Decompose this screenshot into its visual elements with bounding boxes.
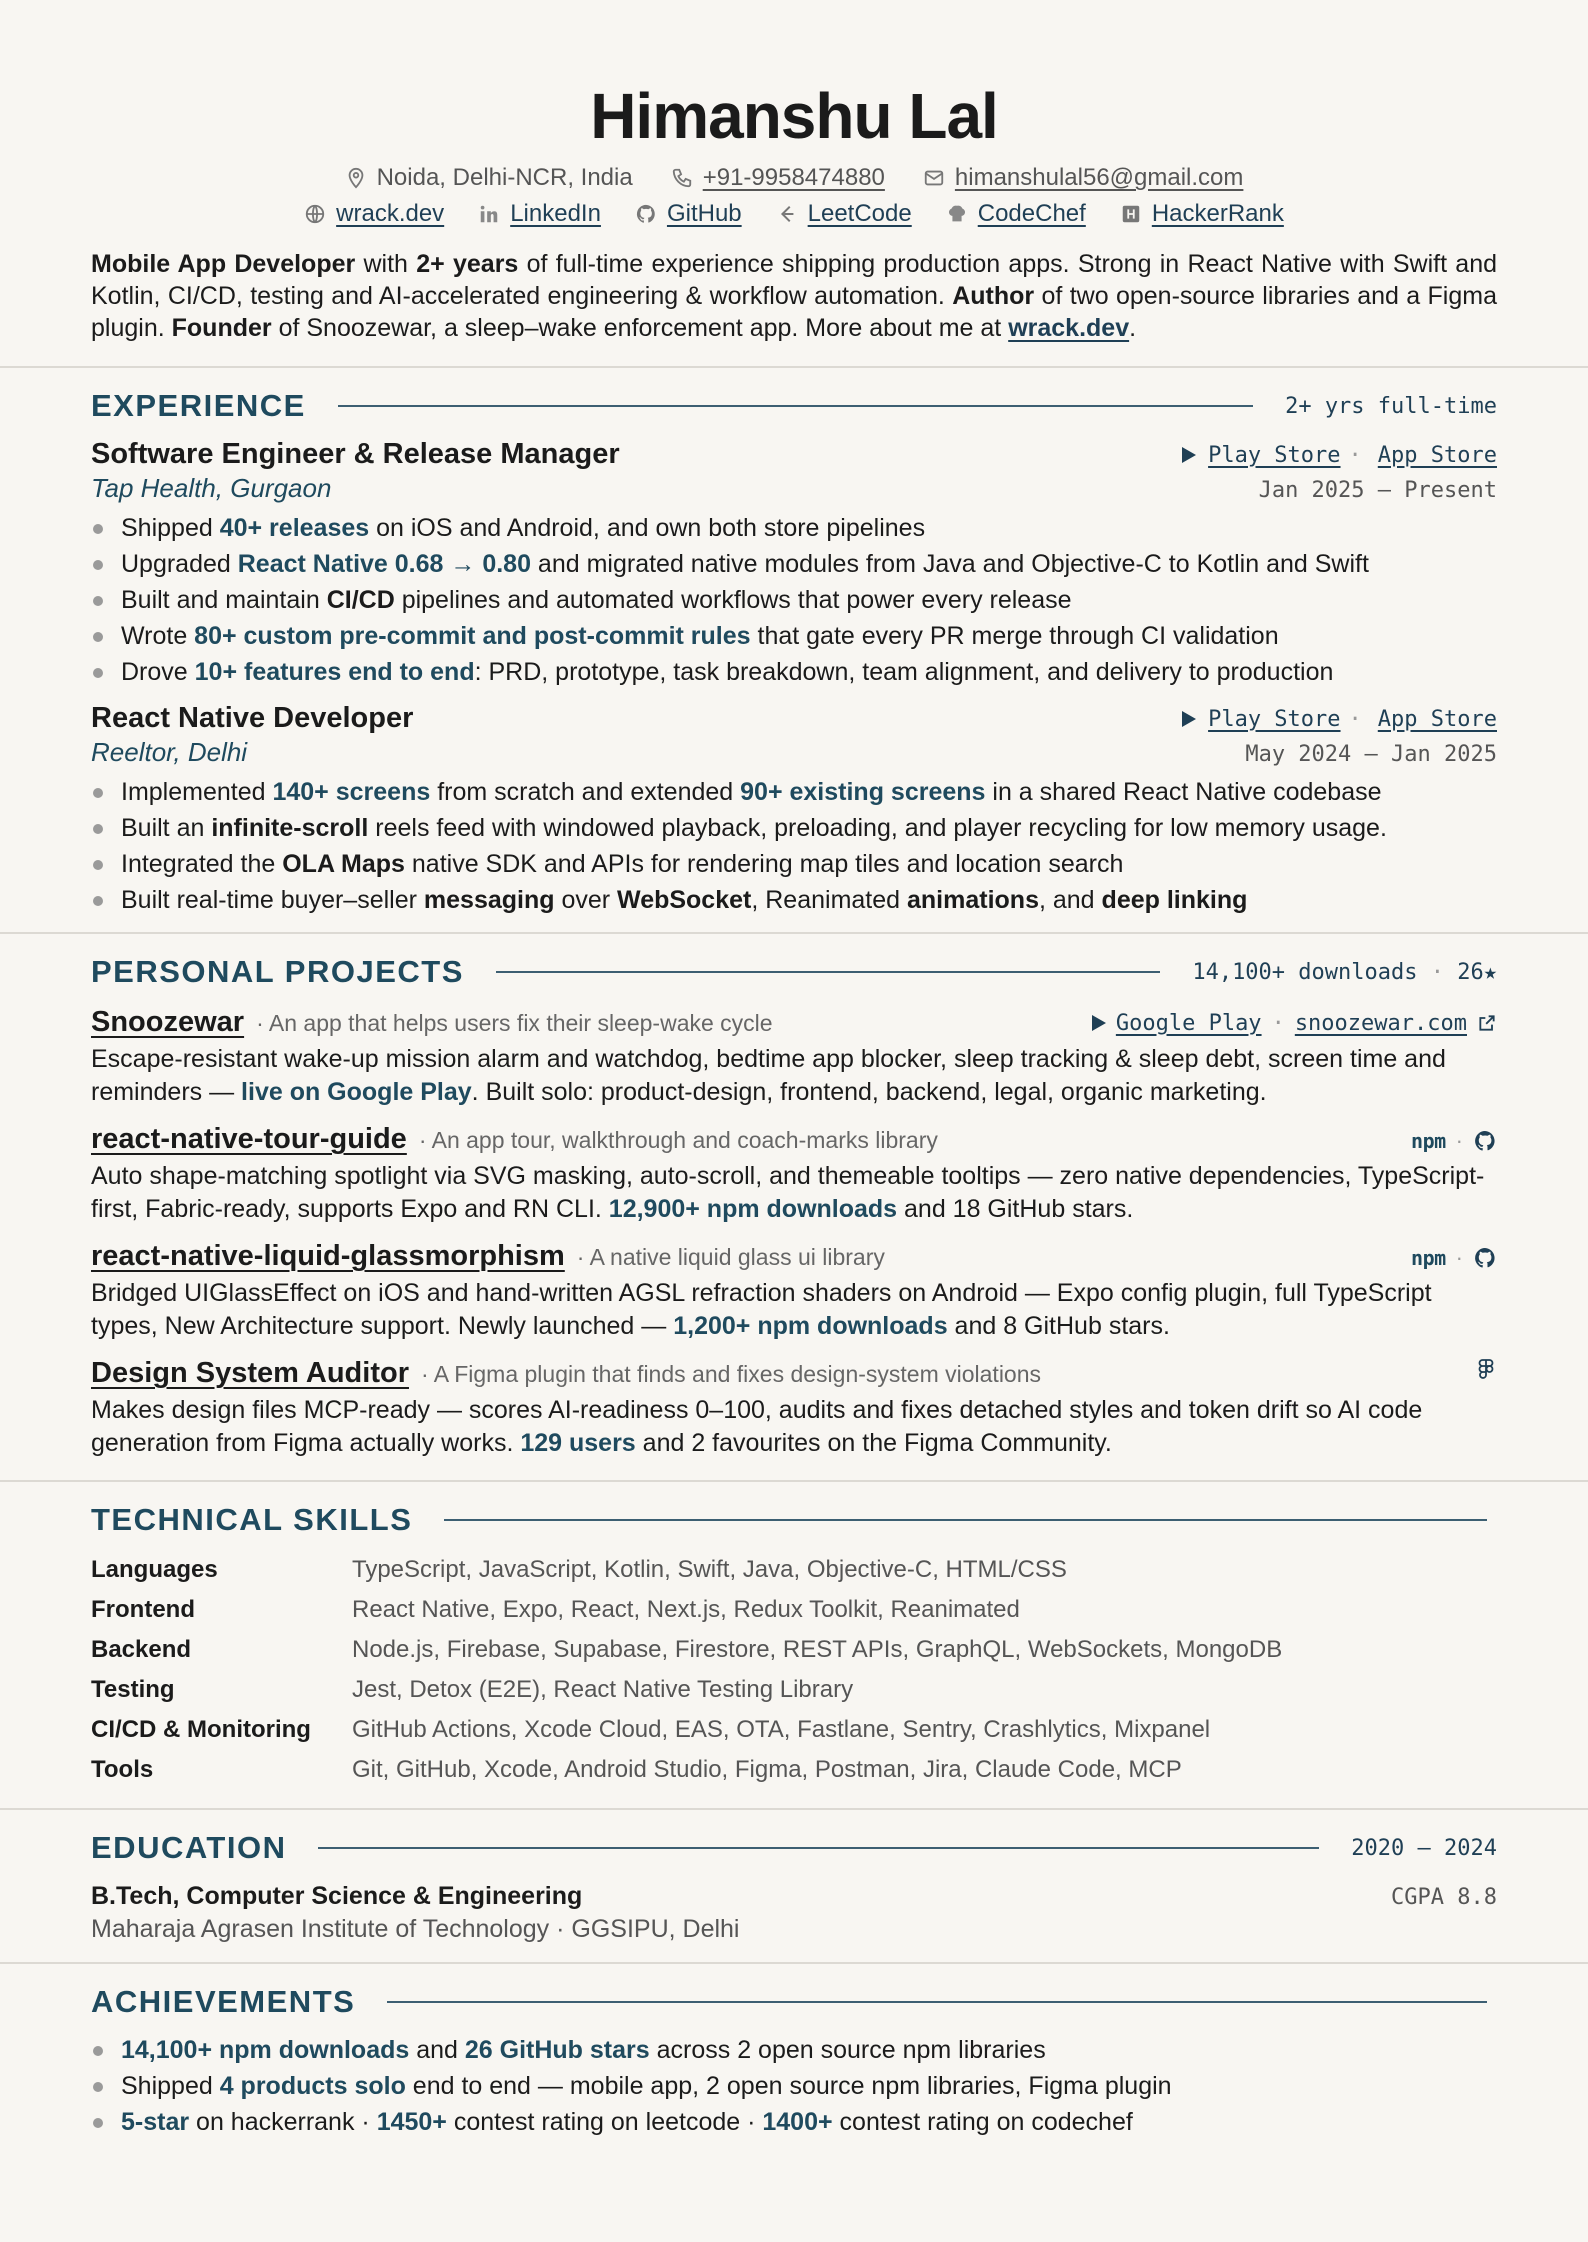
section-heading [91, 386, 1497, 426]
figma-icon[interactable] [1475, 1358, 1497, 1382]
project-links [1092, 1011, 1497, 1036]
job-bullets [91, 774, 1497, 918]
degree: B.Tech, Computer Science & Engineering [91, 1882, 583, 1910]
project-links [1475, 1358, 1497, 1382]
list-item: Built real-time buyer–seller messaging over WebSocket, Reanimated animations, and deep linking [91, 882, 1497, 918]
skill-value: Git, GitHub, Xcode, Android Studio, Figma, Postman, Jira, Claude Code, MCP [352, 1756, 1182, 1783]
section-heading [91, 1828, 1497, 1868]
list-item: 5-star on hackerrank · 1450+ contest rating on leetcode · 1400+ contest rating on codechef [91, 2104, 1497, 2140]
location-text: Noida, Delhi-NCR, India [376, 164, 633, 191]
email-item[interactable] [923, 164, 1244, 192]
project-entry [91, 1240, 1497, 1343]
job-entry [91, 438, 1497, 690]
leetcode-icon [776, 203, 798, 225]
job-bullets [91, 510, 1497, 690]
project-name[interactable]: Snoozewar [91, 1006, 245, 1038]
github-icon [635, 203, 657, 225]
website-item[interactable] [304, 200, 444, 228]
globe-icon [304, 203, 326, 225]
list-item: Shipped 4 products solo end to end — mobile app, 2 open source npm libraries, Figma plugin [91, 2068, 1497, 2104]
project-links [1411, 1128, 1497, 1154]
skills-title: TECHNICAL SKILLS [91, 1502, 413, 1537]
github-icon[interactable] [1473, 1246, 1497, 1270]
phone-item[interactable] [671, 164, 885, 192]
separator-dot: · [1455, 1245, 1463, 1270]
section-divider [0, 932, 1588, 934]
candidate-name: Himanshu Lal [590, 80, 998, 152]
skill-label: CI/CD & Monitoring [91, 1716, 311, 1743]
projects-section [0, 952, 1588, 1460]
list-item: Integrated the OLA Maps native SDK and APIs for rendering map tiles and location search [91, 846, 1497, 882]
hackerrank-link[interactable]: HackerRank [1151, 200, 1284, 227]
project-desc: · A Figma plugin that finds and fixes design-system violations [420, 1361, 1042, 1387]
project-entry [91, 1006, 1497, 1109]
skill-value: Jest, Detox (E2E), React Native Testing Library [352, 1676, 854, 1703]
github-link[interactable]: GitHub [666, 200, 742, 227]
summary-text: with [355, 250, 417, 278]
section-heading [91, 1982, 1497, 2022]
skill-label: Languages [91, 1556, 218, 1583]
table-row [91, 1590, 1497, 1630]
summary-website-link[interactable]: wrack.dev [1008, 314, 1130, 342]
separator-dot: · [1348, 442, 1362, 468]
company-name: Reeltor, Delhi [91, 737, 248, 767]
experience-meta: 2+ yrs full-time [1285, 393, 1497, 419]
list-item: Built an infinite-scroll reels feed with windowed playback, preloading, and player recycling for low memory usage. [91, 810, 1497, 846]
linkedin-link[interactable]: LinkedIn [510, 200, 601, 227]
table-row [91, 1630, 1497, 1670]
play-store-icon [1092, 1015, 1106, 1031]
leetcode-item[interactable] [776, 200, 912, 228]
summary-author: Author [952, 282, 1035, 310]
skill-value: React Native, Expo, React, Next.js, Redux Toolkit, Reanimated [352, 1596, 1020, 1623]
project-text: Auto shape-matching spotlight via SVG masking, auto-scroll, and themeable tooltips — zero native dependencies, TypeScript-first, Fabric-ready, supports Expo and RN CLI. 12,900+ npm downloads and 18 GitHub stars. [91, 1162, 1485, 1223]
summary-paragraph [91, 248, 1497, 344]
project-desc: · An app tour, walkthrough and coach-marks library [418, 1127, 938, 1153]
skill-label: Backend [91, 1636, 192, 1663]
npm-link[interactable]: npm [1411, 1129, 1446, 1153]
job-title: Software Engineer & Release Manager [91, 438, 620, 470]
section-divider [0, 1962, 1588, 1964]
project-desc: · An app that helps users fix their sleep-wake cycle [256, 1010, 773, 1036]
list-item: Drove 10+ features end to end: PRD, prototype, task breakdown, team alignment, and delivery to production [91, 654, 1497, 690]
section-heading [91, 952, 1497, 992]
play-store-icon [1182, 447, 1196, 463]
list-item: 14,100+ npm downloads and 26 GitHub stars across 2 open source npm libraries [91, 2032, 1497, 2068]
project-text: Makes design files MCP-ready — scores AI-readiness 0–100, audits and fixes detached styles and token drift so AI code generation from Figma actually works. 129 users and 2 favourites on the Figma Community. [91, 1396, 1423, 1457]
linkedin-icon [478, 203, 500, 225]
achievements-section [0, 1982, 1588, 2140]
education-meta: 2020 — 2024 [1351, 1835, 1497, 1861]
chef-hat-icon [946, 203, 968, 225]
list-item: Implemented 140+ screens from scratch and extended 90+ existing screens in a shared React Native codebase [91, 774, 1497, 810]
project-text: Escape-resistant wake-up mission alarm and watchdog, bedtime app blocker, sleep tracking & sleep debt, screen time and reminders — live on Google Play. Built solo: product-design, frontend, backend, legal, organic marketing. [91, 1045, 1446, 1106]
project-name[interactable]: react-native-tour-guide [91, 1123, 407, 1155]
codechef-link[interactable]: CodeChef [977, 200, 1086, 227]
project-text: Bridged UIGlassEffect on iOS and hand-written AGSL refraction shaders on Android — Expo config plugin, full TypeScript types, New Architecture support. Newly launched — 1,200+ npm downloads and 8 GitHub stars. [91, 1279, 1432, 1340]
separator-dot: · [1455, 1128, 1463, 1153]
list-item: Shipped 40+ releases on iOS and Android, and own both store pipelines [91, 510, 1497, 546]
github-icon[interactable] [1473, 1129, 1497, 1153]
project-name[interactable]: Design System Auditor [91, 1357, 409, 1389]
heading-rule [444, 1519, 1487, 1521]
section-divider [0, 1808, 1588, 1810]
skill-value: GitHub Actions, Xcode Cloud, EAS, OTA, Fastlane, Sentry, Crashlytics, Mixpanel [352, 1716, 1211, 1743]
hackerrank-item[interactable] [1120, 200, 1284, 228]
email-link[interactable]: himanshulal56@gmail.com [954, 164, 1244, 191]
company-name: Tap Health, Gurgaon [91, 473, 332, 503]
location-pin-icon [345, 167, 367, 189]
linkedin-item[interactable] [478, 200, 601, 228]
project-links [1411, 1245, 1497, 1271]
stars-count: 26 [1457, 959, 1484, 985]
app-store-link[interactable]: App Store [1377, 706, 1497, 732]
project-name[interactable]: react-native-liquid-glassmorphism [91, 1240, 565, 1272]
table-row [91, 1710, 1497, 1750]
npm-link[interactable]: npm [1411, 1246, 1446, 1270]
section-divider [0, 1480, 1588, 1482]
app-store-link[interactable]: App Store [1377, 442, 1497, 468]
job-title: React Native Developer [91, 702, 414, 734]
heading-rule [496, 971, 1160, 973]
section-divider [0, 366, 1588, 368]
summary-years: 2+ years [416, 250, 519, 278]
phone-icon [671, 167, 693, 189]
heading-rule [387, 2001, 1487, 2003]
downloads-count: 14,100+ downloads [1192, 959, 1418, 985]
external-link-icon[interactable] [1477, 1013, 1497, 1033]
summary-text: of full-time experience shipping production apps. Strong in React Native with Swift and Kotlin, CI/CD, testing and AI-accelerated engineering & workflow automation. [91, 250, 1498, 310]
table-row [91, 1670, 1497, 1710]
experience-section [0, 386, 1588, 918]
job-store-links [1182, 443, 1497, 468]
summary-founder: Founder [171, 314, 272, 342]
skills-table [91, 1550, 1497, 1790]
projects-meta: 14,100+ downloads · 26★ [1192, 959, 1497, 985]
resume-header [0, 0, 1588, 344]
skill-label: Testing [91, 1676, 175, 1703]
skill-value: Node.js, Firebase, Supabase, Firestore, REST APIs, GraphQL, WebSockets, MongoDB [352, 1636, 1283, 1663]
table-row [91, 1750, 1497, 1790]
website-link[interactable]: snoozewar.com [1294, 1010, 1467, 1036]
job-entry [91, 702, 1497, 918]
codechef-item[interactable] [946, 200, 1086, 228]
play-store-link[interactable]: Play Store [1208, 442, 1341, 468]
separator-dot: · [1271, 1010, 1285, 1036]
leetcode-link[interactable]: LeetCode [807, 200, 912, 227]
education-section [0, 1828, 1588, 1944]
project-desc: · A native liquid glass ui library [576, 1244, 885, 1270]
table-row [91, 1550, 1497, 1590]
summary-text: . [1129, 314, 1137, 342]
phone-link[interactable]: +91-9958474880 [702, 164, 885, 191]
summary-text: of two open-source libraries and a Figma plugin. [91, 282, 1497, 342]
achievement-bullets [91, 2032, 1497, 2140]
heading-rule [338, 405, 1253, 407]
hackerrank-icon [1120, 203, 1142, 225]
list-item: Built and maintain CI/CD pipelines and automated workflows that power every release [91, 582, 1497, 618]
github-item[interactable] [635, 200, 742, 228]
heading-rule [318, 1847, 1319, 1849]
school-name: Maharaja Agrasen Institute of Technology · GGSIPU, Delhi [91, 1915, 740, 1943]
star-icon: ★ [1483, 959, 1497, 985]
cgpa: CGPA 8.8 [1391, 1885, 1497, 1910]
play-store-icon [1182, 711, 1196, 727]
skills-section [0, 1500, 1588, 1790]
skill-label: Tools [91, 1756, 154, 1783]
mail-icon [923, 167, 945, 189]
list-item: Upgraded React Native 0.68 → 0.80 and migrated native modules from Java and Objective-C to Kotlin and Swift [91, 546, 1497, 582]
skill-value: TypeScript, JavaScript, Kotlin, Swift, Java, Objective-C, HTML/CSS [352, 1556, 1067, 1583]
section-heading [91, 1500, 1497, 1540]
play-store-link[interactable]: Play Store [1208, 706, 1341, 732]
summary-role: Mobile App Developer [91, 250, 356, 278]
job-dates: May 2024 — Jan 2025 [1245, 742, 1497, 767]
separator-dot: · [1348, 706, 1362, 732]
project-entry [91, 1357, 1497, 1460]
list-item: Wrote 80+ custom pre-commit and post-commit rules that gate every PR merge through CI validation [91, 618, 1497, 654]
education-title: EDUCATION [91, 1830, 287, 1865]
job-store-links [1182, 707, 1497, 732]
skill-label: Frontend [91, 1596, 195, 1623]
project-entry [91, 1123, 1497, 1226]
contact-row [91, 164, 1497, 192]
experience-title: EXPERIENCE [91, 388, 306, 423]
website-link[interactable]: wrack.dev [336, 200, 445, 227]
projects-title: PERSONAL PROJECTS [91, 954, 464, 989]
summary-text: of Snoozewar, a sleep–wake enforcement app. More about me at [271, 314, 1009, 342]
location-item [345, 164, 633, 192]
google-play-link[interactable]: Google Play [1115, 1010, 1262, 1036]
profile-links-row [91, 200, 1497, 228]
job-dates: Jan 2025 — Present [1258, 478, 1497, 503]
achievements-title: ACHIEVEMENTS [91, 1984, 356, 2019]
